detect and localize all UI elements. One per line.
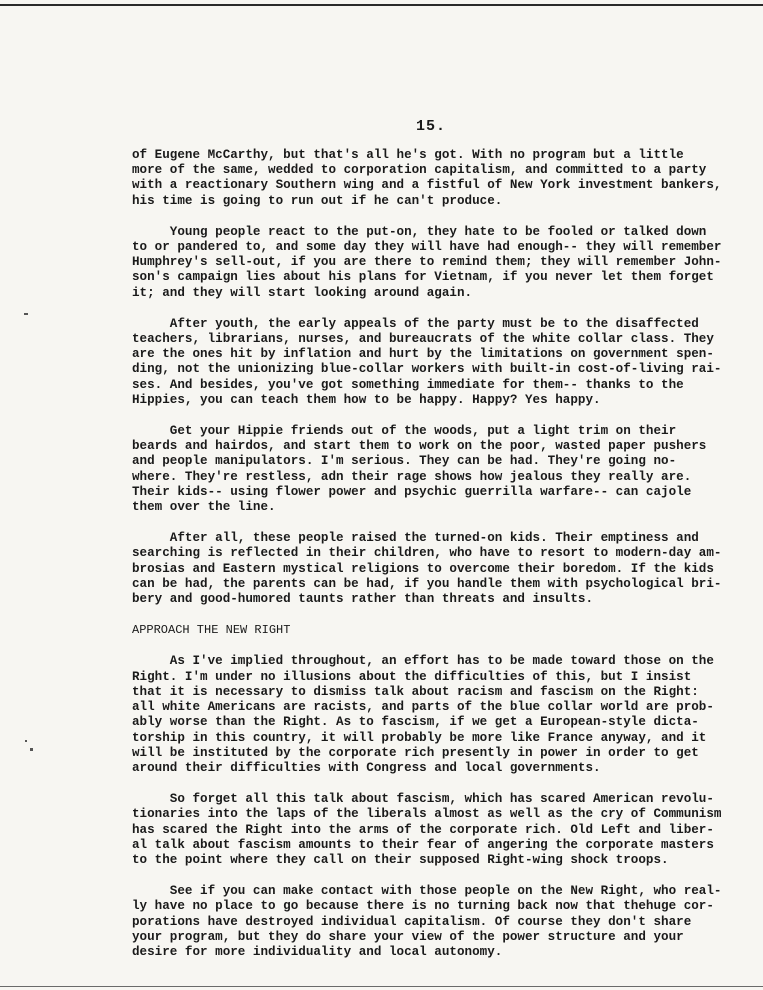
text-line: them over the line. [132, 500, 276, 515]
text-line: his time is going to run out if he can't produce. [132, 193, 503, 208]
text-line: tionaries into the laps of the liberals almost as well as the cry of Communism [132, 807, 722, 822]
text-line: Hippies, you can teach them how to be happy. Happy? Yes happy. [132, 392, 601, 407]
text-line: So forget all this talk about fascism, which has scared American revolu- [132, 792, 714, 807]
text-line: more of the same, wedded to corporation capitalism, and committed to a party [132, 163, 707, 178]
text-line: After youth, the early appeals of the party must be to the disaffected [132, 316, 699, 331]
document-body [132, 148, 732, 960]
text-line: son's campaign lies about his plans for Vietnam, if you never let them forget [132, 270, 714, 285]
paragraph [132, 884, 732, 960]
paragraph [132, 792, 732, 868]
text-line: As I've implied throughout, an effort has to be made toward those on the [132, 654, 714, 669]
text-line: ding, not the unionizing blue-collar workers with built-in cost-of-living rai- [132, 362, 722, 377]
paragraph-gap [132, 776, 732, 792]
paragraph-gap [132, 408, 732, 424]
text-line: that it is necessary to dismiss talk about racism and fascism on the Right: [132, 684, 699, 699]
text-line: around their difficulties with Congress and local governments. [132, 760, 601, 775]
margin-mark [25, 740, 27, 742]
text-line: with a reactionary Southern wing and a fistful of New York investment bankers, [132, 178, 722, 193]
paragraph-gap [132, 638, 732, 654]
section-heading: APPROACH THE NEW RIGHT [132, 623, 291, 638]
paragraph [132, 148, 732, 209]
text-line: Humphrey's sell-out, if you are there to remind them; they will remember John- [132, 255, 722, 270]
paragraph-gap [132, 209, 732, 225]
margin-mark [30, 748, 33, 751]
paragraph-gap [132, 515, 732, 531]
text-line: teachers, librarians, nurses, and bureaucrats of the white collar class. They [132, 332, 714, 347]
text-line: al talk about fascism amounts to their fear of angering the corporate masters [132, 837, 714, 852]
text-line: Get your Hippie friends out of the woods, put a light trim on their [132, 424, 677, 439]
text-line: bery and good-humored taunts rather than threats and insults. [132, 592, 594, 607]
text-line: to the point where they call on their supposed Right-wing shock troops. [132, 852, 669, 867]
text-line: ses. And besides, you've got something immediate for them-- thanks to the [132, 377, 684, 392]
text-line: See if you can make contact with those people on the New Right, who real- [132, 884, 722, 899]
paragraph-gap [132, 607, 732, 623]
text-line: it; and they will start looking around again. [132, 285, 473, 300]
text-line: Their kids-- using flower power and psychic guerrilla warfare-- can cajole [132, 484, 692, 499]
text-line: torship in this country, it will probably be more like France anyway, and it [132, 730, 707, 745]
text-line: of Eugene McCarthy, but that's all he's got. With no program but a little [132, 148, 684, 162]
text-line: ably worse than the Right. As to fascism, if we get a European-style dicta- [132, 715, 699, 730]
margin-mark [24, 313, 28, 315]
text-line: After all, these people raised the turned-on kids. Their emptiness and [132, 531, 699, 546]
page-number: 15. [416, 118, 447, 135]
text-line: brosias and Eastern mystical religions to overcome their boredom. If the kids [132, 561, 714, 576]
text-line: your program, but they do share your view of the power structure and your [132, 929, 684, 944]
paragraph [132, 317, 732, 408]
text-line: has scared the Right into the arms of the corporate rich. Old Left and liber- [132, 822, 714, 837]
text-line: porations have destroyed individual capitalism. Of course they don't share [132, 914, 692, 929]
text-line: searching is reflected in their children, who have to resort to modern-day am- [132, 546, 722, 561]
text-line: all white Americans are racists, and parts of the blue collar world are prob- [132, 700, 714, 715]
text-line: are the ones hit by inflation and hurt by the limitations on government spen- [132, 347, 714, 362]
paragraph [132, 225, 732, 301]
bottom-border-rule [0, 986, 763, 987]
text-line: can be had, the parents can be had, if you handle them with psychological bri- [132, 576, 722, 591]
text-line: desire for more individuality and local autonomy. [132, 944, 503, 959]
text-line: Young people react to the put-on, they hate to be fooled or talked down [132, 224, 707, 239]
text-line: will be instituted by the corporate rich presently in power in order to get [132, 745, 699, 760]
text-line: beards and hairdos, and start them to work on the poor, wasted paper pushers [132, 439, 707, 454]
paragraph-gap [132, 868, 732, 884]
paragraph [132, 654, 732, 776]
top-border-rule [0, 4, 763, 6]
paragraph [132, 531, 732, 607]
text-line: where. They're restless, adn their rage shows how jealous they really are. [132, 469, 692, 484]
text-line: and people manipulators. I'm serious. They can be had. They're going no- [132, 454, 677, 469]
text-line: to or pandered to, and some day they will have had enough-- they will remember [132, 240, 722, 255]
paragraph-gap [132, 301, 732, 317]
paragraph [132, 424, 732, 515]
text-line: Right. I'm under no illusions about the difficulties of this, but I insist [132, 669, 692, 684]
text-line: ly have no place to go because there is no turning back now that thehuge cor- [132, 899, 714, 914]
